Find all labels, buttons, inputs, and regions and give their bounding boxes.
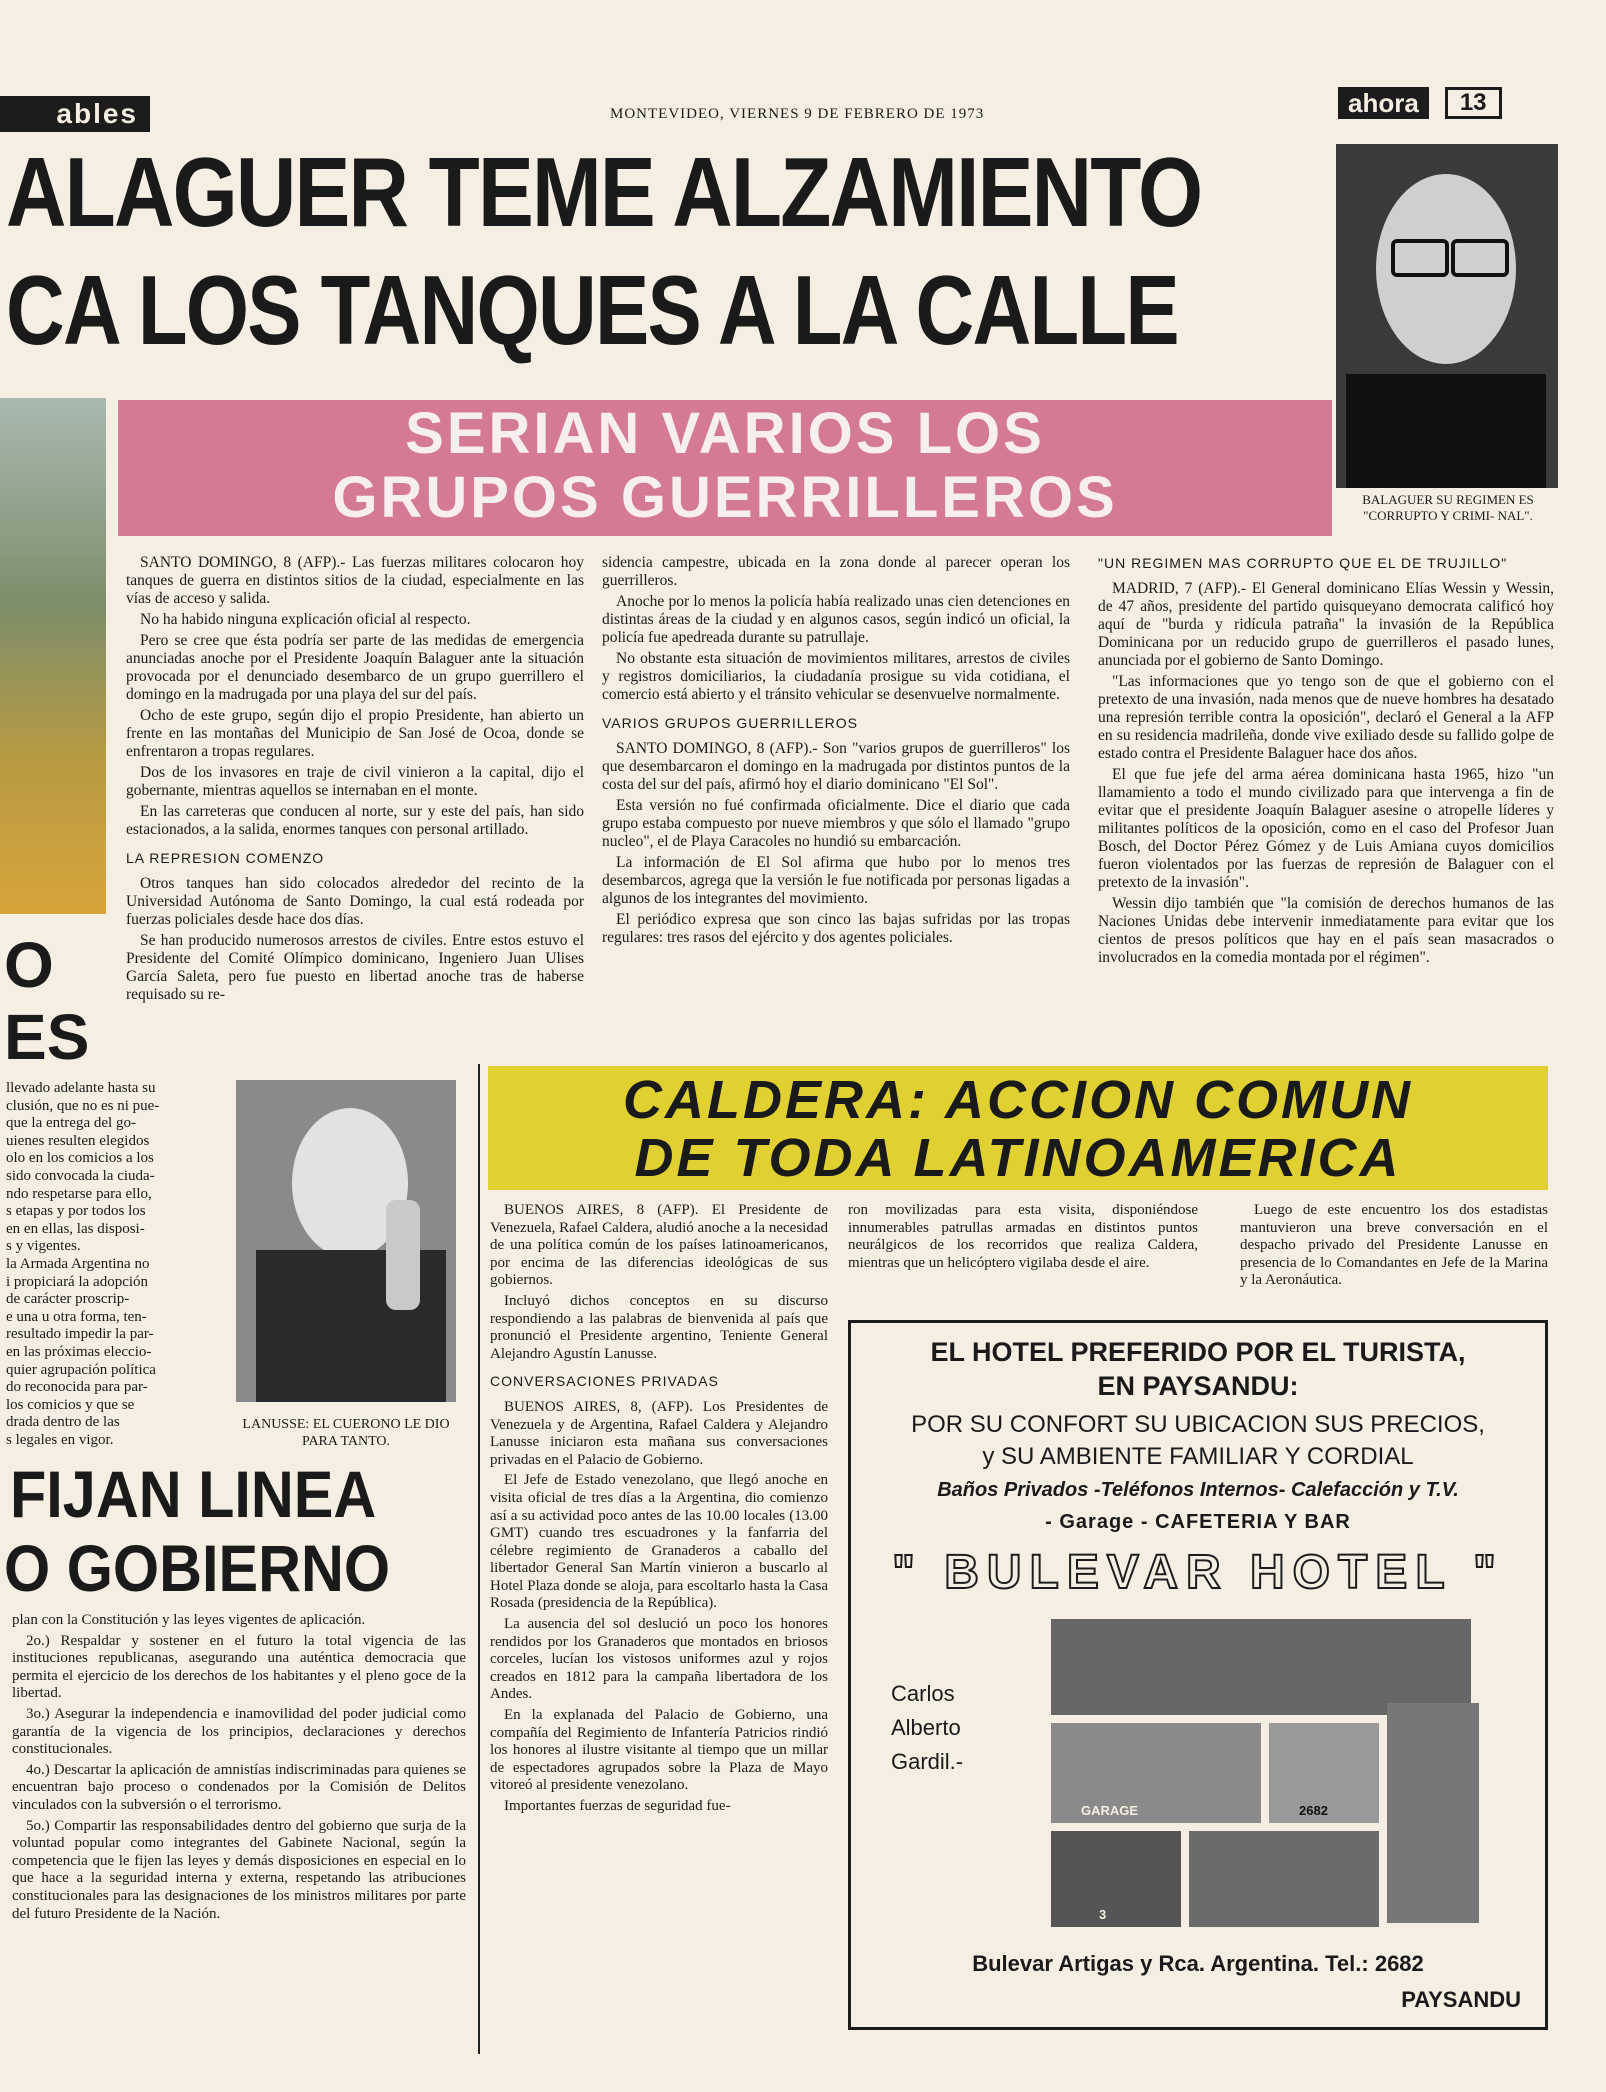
subheading: LA REPRESION COMENZO [126, 850, 325, 866]
photo-number: 3 [1099, 1907, 1107, 1922]
section-tab-label: ables [56, 98, 138, 129]
balaguer-photo-caption: BALAGUER SU REGIMEN ES "CORRUPTO Y CRIMI- NAL". [1362, 492, 1534, 523]
ad-line4: y SU AMBIENTE FAMILIAR Y CORDIAL [982, 1443, 1414, 1470]
paragraph: El Jefe de Estado venezolano, que llegó anoche en visita oficial de tres días a la Argentina, dio comienzo así a su actividad poco antes de las 10.00 locales (13.00 GMT) cuando tres escuadrones y la fanfarria del célebre regimiento de Granaderos a caballo del libertador General San Martín vinieron a buscarlo al Hotel Plaza donde se aloja, para escoltarlo hasta la Casa Rosada (presidencia de la República). [490, 1472, 828, 1612]
subheading: VARIOS GRUPOS GUERRILLEROS [602, 715, 859, 731]
dateline: MONTEVIDEO, VIERNES 9 DE FEBRERO DE 1973 [610, 106, 985, 122]
text-line: en en ellas, las disposi- [6, 1220, 145, 1237]
hotel-name: " BULEVAR HOTEL " [892, 1546, 1504, 1599]
paragraph: 3o.) Asegurar la independencia e inamovilidad del poder judicial como garantía de la vigencia de los principios, declaraciones y derechos constitucionales. [12, 1705, 466, 1758]
main-story-col3 [1098, 554, 1554, 970]
hotel-photo-room3 [1189, 1831, 1379, 1927]
paragraph: SANTO DOMINGO, 8 (AFP).- Son "varios grupos de guerrilleros" los que desembarcaron el domingo en la madrugada por distintos puntos de la costa del sur del país, afirmó hoy el diario dominicano "El Sol". [602, 740, 1070, 793]
paragraph: El periódico expresa que son cinco las bajas sufridas por las tropas regulares: tres rasos del ejército y dos agentes policiales. [602, 911, 1070, 946]
ad-city: PAYSANDU [1401, 1987, 1521, 2012]
ad-line6: - Garage - CAFETERIA Y BAR [1045, 1511, 1351, 1533]
text-line: llevado adelante hasta su [6, 1080, 156, 1096]
paragraph: La ausencia del sol deslució un poco los honores rendidos por los Granaderos que montados en briosos corceles, lucían los vistosos uniformes azul y rojos creados en 1812 para la campaña libertadora de los Andes. [490, 1616, 828, 1703]
left-story-text [6, 1080, 220, 1449]
section-tab [0, 96, 150, 132]
hotel-photo-room1 [1387, 1703, 1479, 1923]
balaguer-photo [1336, 144, 1558, 488]
paragraph: 5o.) Compartir las responsabilidades dentro del gobierno que surja de la voluntad popular como integrantes del Gabinete Nacional, según la competencia que le fijen las leyes y demás disposiciones en especial en lo que hace a la seguridad interna y externa, respetando las atribuciones constitucionales para las designaciones de los ministros militares por parte del futuro Presidente de la Nación. [12, 1817, 466, 1922]
paragraph: Esta versión no fué confirmada oficialmente. Dice el diario que cada grupo estaba compuesto por nueve miembros y que sólo el llamado "grupo nucleo", el de Playa Caracoles no hundió su embarcación. [602, 797, 1070, 850]
hotel-photo-room2 [1051, 1831, 1181, 1927]
paragraph: No ha habido ninguna explicación oficial al respecto. [140, 611, 471, 628]
left-headline2-line1: FIJAN LINEA [10, 1457, 377, 1531]
owner-line: Alberto [891, 1715, 961, 1740]
text-line: quier agrupación política [6, 1361, 156, 1378]
text-line: sido convocada la ciuda- [6, 1167, 155, 1184]
paragraph: En las carreteras que conducen al norte, sur y este del país, han sido estacionados, a la salida, enormes tanques con personal artillado. [126, 803, 584, 838]
text-line: los comicios y que se [6, 1396, 135, 1413]
paragraph: Importantes fuerzas de seguridad fue- [504, 1798, 731, 1814]
text-line: s y vigentes. [6, 1238, 81, 1255]
left-story-body [12, 1612, 466, 1926]
paragraph: No obstante esta situación de movimientos militares, arrestos de civiles y registros domiciliarios, la ciudadanía prosigue su vida cotidiana, el comercio está abierto y el tránsito vehicular se desenvuelve normalmente. [602, 650, 1070, 703]
paragraph: sidencia campestre, ubicada en la zona donde al parecer operan los guerrilleros. [602, 554, 1070, 589]
main-story-col1 [126, 554, 584, 1007]
paragraph: ron movilizadas para esta visita, disponiéndose innumerables patrullas armadas en distintos puntos neurálgicos de los recorridos que realiza Caldera, mientras que un helicóptero vigilaba desde el aire. [848, 1202, 1198, 1271]
paragraph: Pero se cree que ésta podría ser parte de las medidas de emergencia anunciadas anoche por el Presidente Joaquín Balaguer ante la situación provocada por el denunciado desembarco de un grupo guerrillero el domingo en la madrugada por una playa del sur del país. [126, 632, 584, 703]
ad-address: Bulevar Artigas y Rca. Argentina. Tel.: 2682 [972, 1951, 1424, 1976]
hotel-ad [848, 1320, 1548, 2030]
paragraph: Wessin dijo también que "la comisión de derechos humanos de las Naciones Unidas debe intervenir inmediatamente para evitar que los cientos de presos políticos que hay en el país sean masacrados o involucrados en la comedia montada por el régimen". [1098, 895, 1554, 966]
text-line: clusión, que no es ni pue- [6, 1097, 160, 1114]
text-line: do reconocida para par- [6, 1379, 148, 1396]
page-number: 13 [1445, 87, 1502, 119]
text-line: i propiciará la adopción [6, 1273, 149, 1290]
paragraph: Se han producido numerosos arrestos de civiles. Entre estos estuvo el Presidente del Comité Olímpico dominicano, Ingeniero Juan Ulises García Saleta, pero fue puesto en libertad anoche tras de haberse requisado su re- [126, 932, 584, 1003]
paragraph: En la explanada del Palacio de Gobierno, una compañía del Regimiento de Infantería Patricios rindió los honores al ilustre visitante al tiempo que un millar de espectadores agrupados sobre la Plaza de Mayo vitoreó al presidente venezolano. [490, 1707, 828, 1794]
main-story-col2 [602, 554, 1070, 950]
paragraph: MADRID, 7 (AFP).- El General dominicano Elías Wessin y Wessin, de 47 años, presidente del partido quisqueyano democrata calificó hoy aquí de "burda y ridícula patraña" la invasión de la República Dominicana por un reducido grupo de guerrilleros el pasado lunes, anunciada por el gobierno de Santo Domingo. [1098, 580, 1554, 669]
text-line: e una u otra forma, ten- [6, 1308, 147, 1325]
hotel-photo-facade [1051, 1723, 1261, 1823]
text-line: s etapas y por todos los [6, 1203, 146, 1220]
paragraph: BUENOS AIRES, 8 (AFP). El Presidente de Venezuela, Rafael Caldera, aludió anoche a la necesidad de una política común de los países latinoamericanos, por encima de las diferencias ideológicas de sus gobiernos. [490, 1202, 828, 1289]
paragraph: BUENOS AIRES, 8, (AFP). Los Presidentes de Venezuela y de Argentina, Rafael Caldera y Alejandro Lanusse iniciaron esta mañana sus conversaciones privadas en el Palacio de Gobierno. [490, 1398, 828, 1468]
caldera-col2 [848, 1202, 1198, 1275]
hotel-photo-lobby [1051, 1619, 1471, 1715]
owner-line: Gardil.- [891, 1749, 964, 1774]
left-headline-fragment1: O [4, 929, 54, 1001]
lanusse-photo-caption: LANUSSE: EL CUERONO LE DIO PARA TANTO. [242, 1417, 450, 1449]
hotel-photo-exterior [1269, 1723, 1379, 1823]
masthead [1338, 86, 1502, 120]
garage-sign: GARAGE [1081, 1803, 1139, 1818]
main-headline-line2: CA LOS TANQUES A LA CALLE [6, 254, 1178, 366]
paragraph: Luego de este encuentro los dos estadistas mantuvieron una breve conversación en el despacho privado del Presidente Lanusse en presencia de lo Comandantes en Jefe de la Marina y la Aeronáutica. [1240, 1202, 1548, 1289]
ad-line1: EL HOTEL PREFERIDO POR EL TURISTA, [930, 1337, 1466, 1367]
paragraph: 4o.) Descartar la aplicación de amnistías indiscriminadas para quienes se encuentran bajo proceso o condenados por la Comisión de Delitos vinculados con la subversión o el terrorismo. [12, 1761, 466, 1813]
subhead-line2: GRUPOS GUERRILLEROS [332, 465, 1118, 530]
text-line: drada dentro de las [6, 1414, 120, 1431]
paragraph: "Las informaciones que yo tengo son de que el gobierno con el pretexto de una invasión, nada menos que de nueve hombres ha desatado una represión terrible contra la oposición", declaró el General a la AFP en su residencia madrileña, donde vive exiliado desde su fallido golpe de estado contra el Presidente Balaguer hace dos años. [1098, 673, 1554, 762]
caldera-col1 [490, 1202, 828, 1819]
text-line: ndo respetarse para ello, [6, 1185, 152, 1202]
subheading: CONVERSACIONES PRIVADAS [490, 1373, 719, 1390]
paragraph: SANTO DOMINGO, 8 (AFP).- Las fuerzas militares colocaron hoy tanques de guerra en distintos sitios de la ciudad, especialmente en las vías de acceso y salida. [126, 554, 584, 607]
lanusse-photo [236, 1080, 456, 1402]
owner-line: Carlos [891, 1681, 955, 1706]
text-line: la Armada Argentina no [6, 1255, 150, 1272]
left-headline2-line2: O GOBIERNO [4, 1531, 391, 1605]
text-line: resultado impedir la par- [6, 1326, 154, 1343]
left-headline-fragment2: ES [4, 1001, 90, 1073]
photo-number: 2682 [1299, 1803, 1328, 1818]
masthead-logo: ahora [1338, 87, 1429, 119]
landscape-photo [0, 398, 106, 914]
column-divider [478, 1064, 480, 2054]
paragraph: 2o.) Respaldar y sostener en el futuro la total vigencia de las instituciones republicanas, asegurando una auténtica democracia que permita el ejercicio de los derechos de los habitantes y el pleno goce de la libertad. [12, 1632, 466, 1702]
paragraph: La información de El Sol afirma que hubo por lo menos tres desembarcos, agrega que la versión le fue notificada por personas ligadas a algunos de los integrantes del movimiento. [602, 854, 1070, 907]
ad-line5: Baños Privados -Teléfonos Internos- Calefacción y T.V. [937, 1479, 1459, 1501]
ad-line3: POR SU CONFORT SU UBICACION SUS PRECIOS, [911, 1411, 1485, 1438]
paragraph: El que fue jefe del arma aérea dominicana hasta 1965, hizo "un llamamiento a todo el mundo civilizado para que intervenga a fin de evitar que el presidente Joaquín Balaguer asesine o atropelle líderes y militantes políticos de la oposición, como en el caso del Profesor Juan Bosch, del Doctor Pérez Gómez y de Luis Amiana cuyos domicilios fueron violentados por las fuerzas de represión de Balaguer con el pretexto de la invasión". [1098, 766, 1554, 891]
text-line: olo en los comicios a los [6, 1150, 154, 1167]
caldera-banner [488, 1066, 1548, 1190]
text-line: de carácter proscrip- [6, 1291, 130, 1308]
caldera-col3 [1240, 1202, 1548, 1293]
text-line: que la entrega del go- [6, 1115, 136, 1132]
ad-line2: EN PAYSANDU: [1097, 1371, 1299, 1401]
subhead-line1: SERIAN VARIOS LOS [405, 401, 1045, 466]
subhead-banner [118, 400, 1332, 536]
main-headline-line1: ALAGUER TEME ALZAMIENTO [6, 136, 1202, 248]
owner-name [891, 1677, 963, 1779]
caldera-headline-line2: DE TODA LATINOAMERICA [634, 1128, 1402, 1188]
paragraph: Dos de los invasores en traje de civil vinieron a la capital, dijo el gobernante, mientras aquellos se internaban en el monte. [126, 764, 584, 799]
text-line: s legales en vigor. [6, 1431, 114, 1448]
text-line: en las próximas eleccio- [6, 1343, 152, 1360]
hotel-photo-collage [1051, 1619, 1481, 1929]
subheading: "UN REGIMEN MAS CORRUPTO QUE EL DE TRUJILLO" [1098, 555, 1508, 571]
text-line: uienes resulten elegidos [6, 1132, 150, 1149]
paragraph: Anoche por lo menos la policía había realizado unas cien detenciones en distintas áreas de la ciudad y en algunos casos, según indicó un oficial, la policía fue apedreada durante su patrullaje. [602, 593, 1070, 646]
caldera-headline-line1: CALDERA: ACCION COMUN [623, 1070, 1413, 1130]
paragraph: plan con la Constitución y las leyes vigentes de aplicación. [12, 1612, 366, 1628]
paragraph: Ocho de este grupo, según dijo el propio Presidente, han abierto un frente en las montañas del Municipio de San José de Ocoa, donde se enfrentaron a tropas regulares. [126, 707, 584, 760]
paragraph: Incluyó dichos conceptos en su discurso respondiendo a las palabras de bienvenida al país que pronunció el Presidente argentino, Teniente General Alejandro Agustín Lanusse. [490, 1292, 828, 1362]
paragraph: Otros tanques han sido colocados alrededor del recinto de la Universidad Autónoma de Santo Domingo, la cual está rodeada por fuerzas policiales desde hace dos días. [126, 875, 584, 928]
